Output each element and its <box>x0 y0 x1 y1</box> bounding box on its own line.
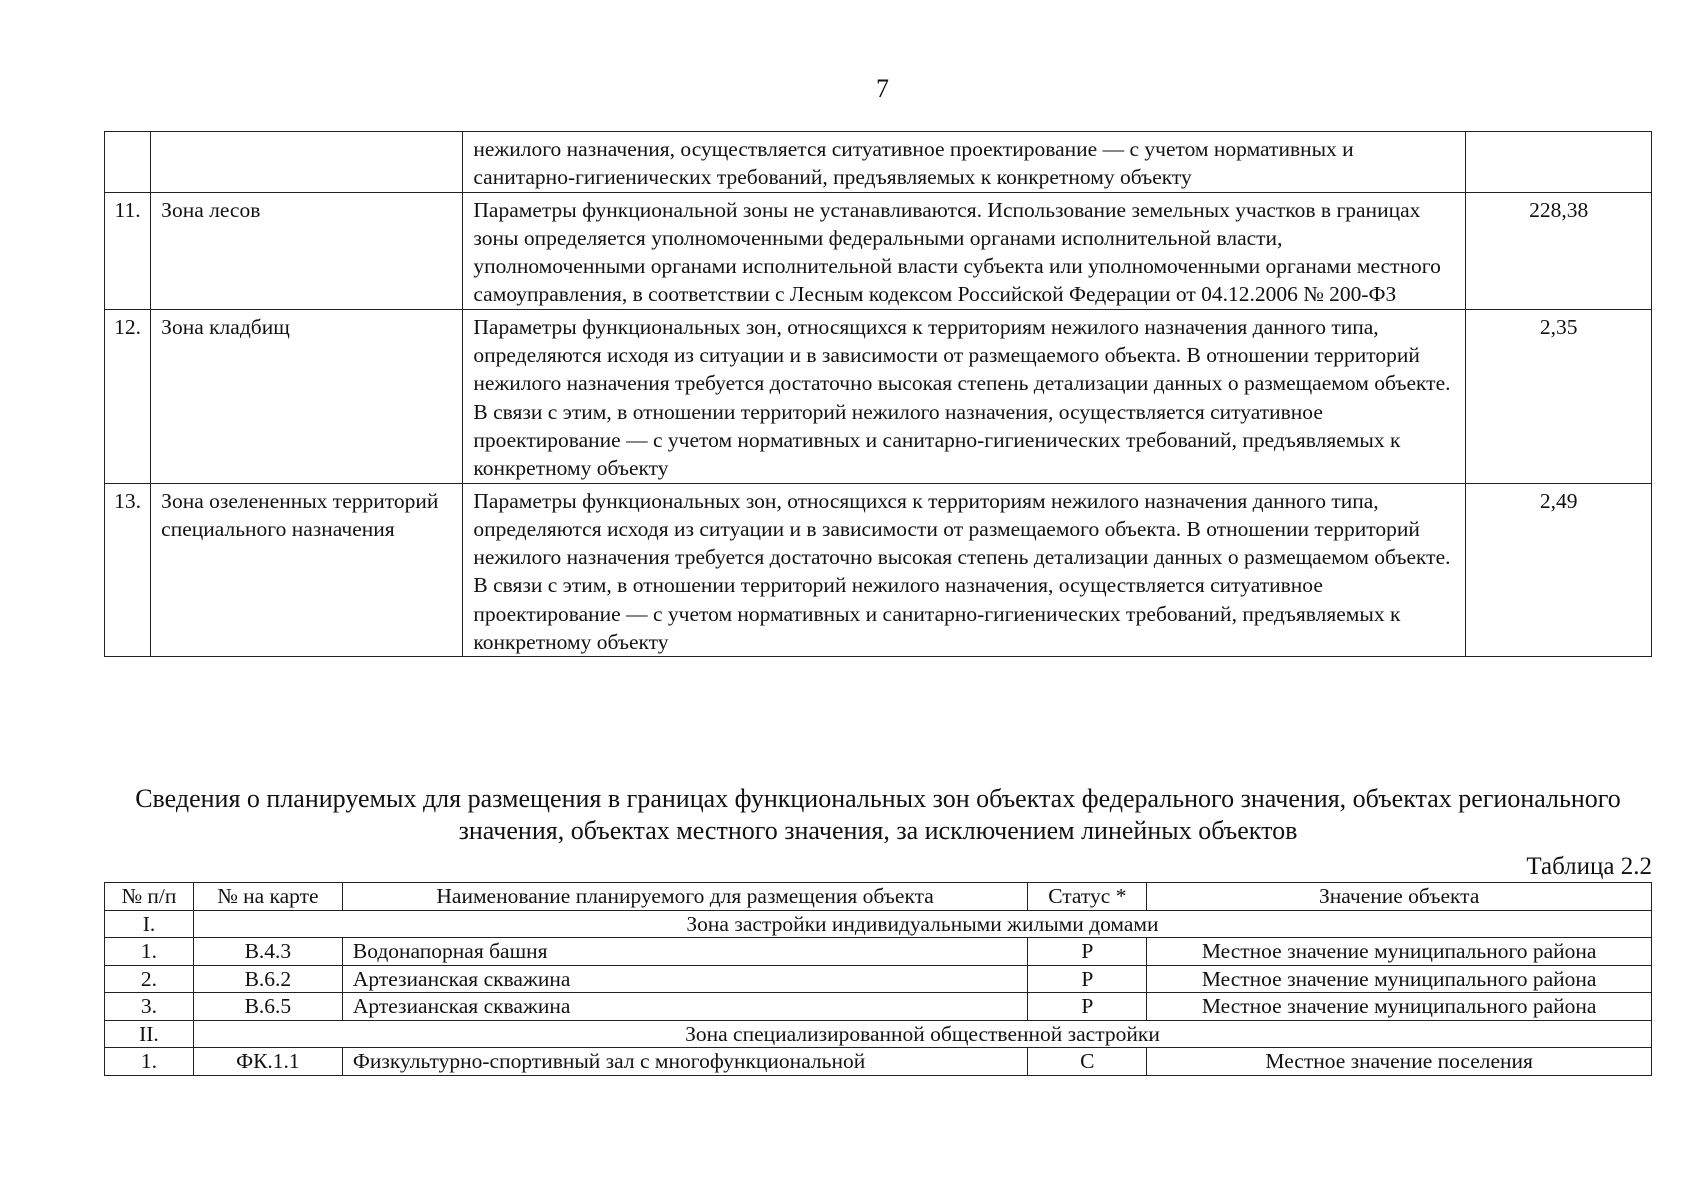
zone-name: Зона озелененных территорий специального назначения <box>151 483 463 657</box>
zone-area: 2,49 <box>1466 483 1652 657</box>
section-title: Зона застройки индивидуальными жилыми домами <box>193 910 1651 938</box>
section-title: Зона специализированной общественной застройки <box>193 1020 1651 1048</box>
zone-name: Зона кладбищ <box>151 309 463 483</box>
section-number: I. <box>105 910 194 938</box>
object-status: Р <box>1028 938 1147 966</box>
planned-objects-table <box>104 882 1652 1076</box>
table-row <box>105 938 1652 966</box>
object-name: Водонапорная башня <box>342 938 1028 966</box>
page-number: 7 <box>876 74 889 103</box>
row-number: 12. <box>105 309 151 483</box>
section-number: II. <box>105 1020 194 1048</box>
map-number: ФК.1.1 <box>193 1048 342 1076</box>
object-status: С <box>1028 1048 1147 1076</box>
map-number: В.6.2 <box>193 965 342 993</box>
object-significance: Местное значение муниципального района <box>1147 993 1652 1021</box>
zone-area: 2,35 <box>1466 309 1652 483</box>
object-name: Артезианская скважина <box>342 965 1028 993</box>
row-number <box>105 132 151 193</box>
zone-name <box>151 132 463 193</box>
column-header-number: № п/п <box>105 883 194 911</box>
table-row <box>105 309 1652 483</box>
zone-area: 228,38 <box>1466 192 1652 309</box>
table-caption: Сведения о планируемых для размещения в границах функциональных зон объектах федерального значения, объектах регионального значения, объектах местного значения, за исключением линейных объектов <box>135 784 1621 845</box>
object-name: Артезианская скважина <box>342 993 1028 1021</box>
row-number: 3. <box>105 993 194 1021</box>
column-header-object-name: Наименование планируемого для размещения объекта <box>342 883 1028 911</box>
object-name: Физкультурно-спортивный зал с многофункциональной <box>342 1048 1028 1076</box>
object-status: Р <box>1028 965 1147 993</box>
table-row <box>105 192 1652 309</box>
object-significance: Местное значение муниципального района <box>1147 938 1652 966</box>
table-label: Таблица 2.2 <box>1526 853 1652 880</box>
table-header-row <box>105 883 1652 911</box>
column-header-map-number: № на карте <box>193 883 342 911</box>
column-header-significance: Значение объекта <box>1147 883 1652 911</box>
section-row <box>105 910 1652 938</box>
table-row <box>105 132 1652 193</box>
map-number: В.6.5 <box>193 993 342 1021</box>
zone-parameters: Параметры функциональной зоны не устанавливаются. Использование земельных участков в границах зоны определяется уполномоченными федеральными органами исполнительной власти, уполномоченными органами исполнительной власти субъекта или уполномоченными органами местного самоуправления, в соответствии с Лесным кодексом Российской Федерации от 04.12.2006 № 200-ФЗ <box>463 192 1466 309</box>
row-number: 13. <box>105 483 151 657</box>
table-row <box>105 993 1652 1021</box>
object-status: Р <box>1028 993 1147 1021</box>
table-row <box>105 1048 1652 1076</box>
object-significance: Местное значение поселения <box>1147 1048 1652 1076</box>
zone-parameters: нежилого назначения, осуществляется ситуативное проектирование — с учетом нормативных и санитарно-гигиенических требований, предъявляемых к конкретному объекту <box>463 132 1466 193</box>
map-number: В.4.3 <box>193 938 342 966</box>
zone-name: Зона лесов <box>151 192 463 309</box>
functional-zones-table <box>104 131 1652 657</box>
row-number: 2. <box>105 965 194 993</box>
zone-parameters: Параметры функциональных зон, относящихся к территориям нежилого назначения данного типа, определяются исходя из ситуации и в зависимости от размещаемого объекта. В отношении территорий нежилого назначения требуется достаточно высокая степень детализации данных о размещаемом объекте. В связи с этим, в отношении территорий нежилого назначения, осуществляется ситуативное проектирование — с учетом нормативных и санитарно-гигиенических требований, предъявляемых к конкретному объекту <box>463 309 1466 483</box>
zone-parameters: Параметры функциональных зон, относящихся к территориям нежилого назначения данного типа, определяются исходя из ситуации и в зависимости от размещаемого объекта. В отношении территорий нежилого назначения требуется достаточно высокая степень детализации данных о размещаемом объекте. В связи с этим, в отношении территорий нежилого назначения, осуществляется ситуативное проектирование — с учетом нормативных и санитарно-гигиенических требований, предъявляемых к конкретному объекту <box>463 483 1466 657</box>
column-header-status: Статус * <box>1028 883 1147 911</box>
row-number: 11. <box>105 192 151 309</box>
object-significance: Местное значение муниципального района <box>1147 965 1652 993</box>
table-row <box>105 965 1652 993</box>
row-number: 1. <box>105 938 194 966</box>
zone-area <box>1466 132 1652 193</box>
table-row <box>105 483 1652 657</box>
section-row <box>105 1020 1652 1048</box>
row-number: 1. <box>105 1048 194 1076</box>
